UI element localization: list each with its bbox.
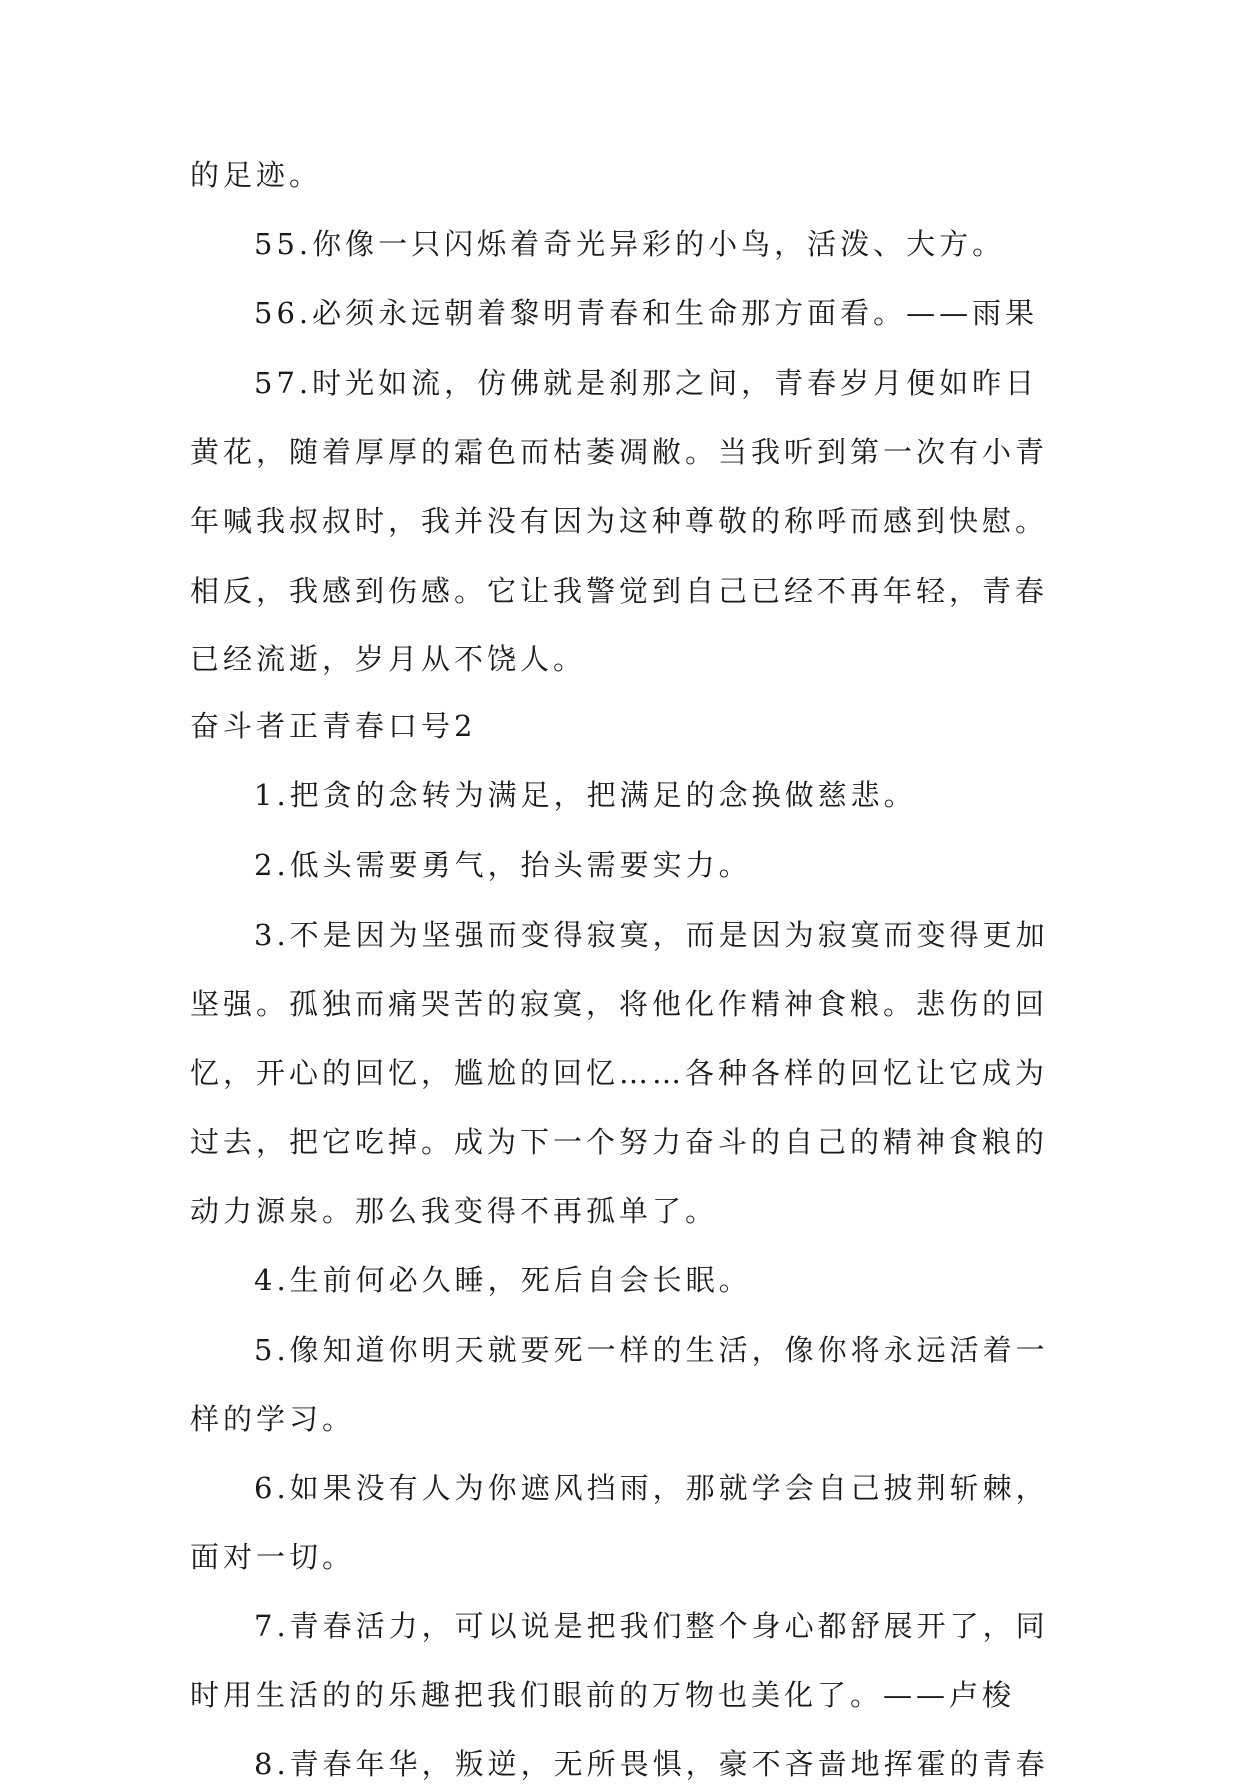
text-line: 6.如果没有人为你遮风挡雨，那就学会自己披荆斩棘，: [254, 1471, 1049, 1505]
text-line: 过去，把它吃掉。成为下一个努力奋斗的自己的精神食粮的: [190, 1125, 1049, 1159]
text-line: 55.你像一只闪烁着奇光异彩的小鸟，活泼、大方。: [254, 227, 1006, 261]
text-line: 忆，开心的回忆，尴尬的回忆……各种各样的回忆让它成为: [190, 1056, 1049, 1090]
text-line: 相反，我感到伤感。它让我警觉到自己已经不再年轻，青春: [190, 574, 1049, 608]
text-line: 年喊我叔叔时，我并没有因为这种尊敬的称呼而感到快慰。: [190, 504, 1049, 538]
text-line: 5.像知道你明天就要死一样的生活，像你将永远活着一: [254, 1333, 1049, 1367]
text-line: 已经流逝，岁月从不饶人。: [190, 642, 587, 676]
text-line: 动力源泉。那么我变得不再孤单了。: [190, 1194, 719, 1228]
text-line: 8.青春年华，叛逆，无所畏惧，豪不吝啬地挥霍的青春: [254, 1747, 1049, 1781]
text-line: 时用生活的的乐趣把我们眼前的万物也美化了。——卢梭: [190, 1678, 1016, 1712]
text-line: 1.把贪的念转为满足，把满足的念换做慈悲。: [254, 778, 917, 812]
text-line: 57.时光如流，仿佛就是刹那之间，青春岁月便如昨日: [254, 366, 1039, 400]
text-line: 的足迹。: [190, 158, 323, 192]
section-heading: 奋斗者正青春口号2: [190, 709, 477, 743]
text-line: 3.不是因为坚强而变得寂寞，而是因为寂寞而变得更加: [254, 918, 1049, 952]
text-line: 7.青春活力，可以说是把我们整个身心都舒展开了，同: [254, 1609, 1049, 1643]
text-line: 2.低头需要勇气，抬头需要实力。: [254, 848, 752, 882]
text-line: 56.必须永远朝着黎明青春和生命那方面看。——雨果: [254, 296, 1039, 330]
text-line: 坚强。孤独而痛哭苦的寂寞，将他化作精神食粮。悲伤的回: [190, 987, 1049, 1021]
text-line: 面对一切。: [190, 1540, 356, 1574]
text-line: 黄花，随着厚厚的霜色而枯萎凋敝。当我听到第一次有小青: [190, 435, 1049, 469]
text-line: 4.生前何必久睡，死后自会长眠。: [254, 1263, 752, 1297]
text-line: 样的学习。: [190, 1402, 356, 1436]
